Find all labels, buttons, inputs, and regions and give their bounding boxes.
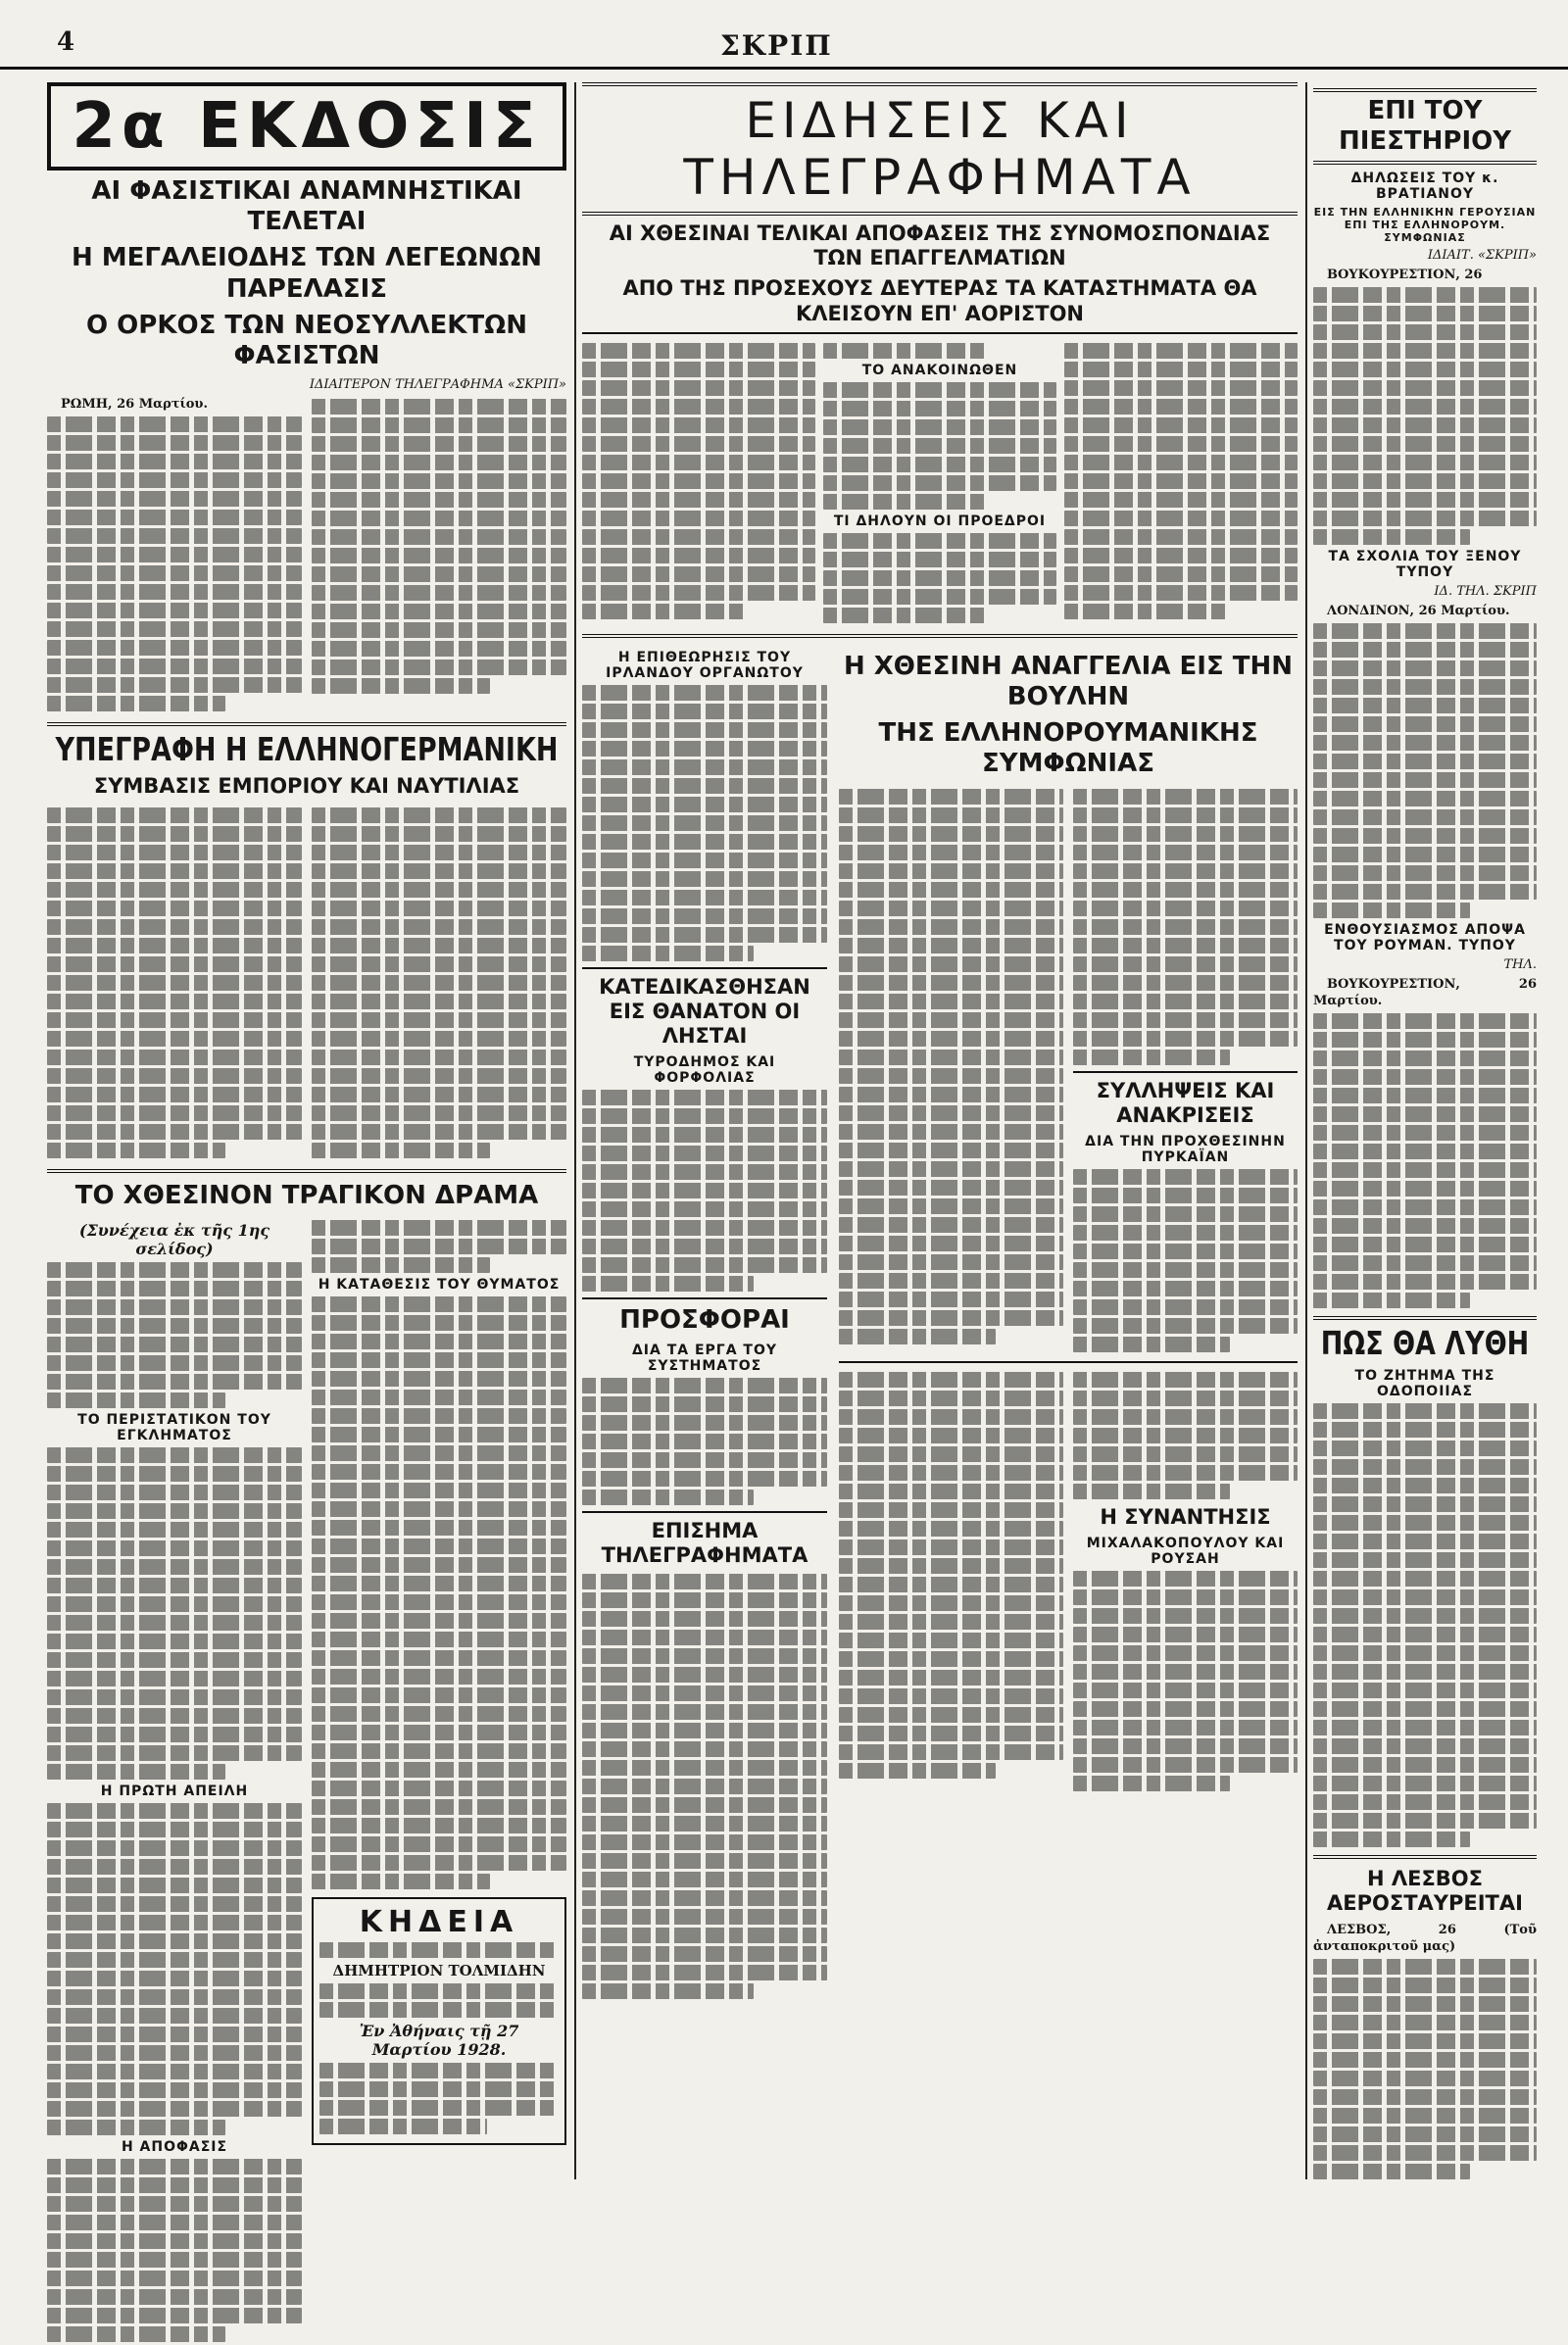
headline-senate: ΕΙΣ ΤΗΝ ΕΛΛΗΝΙΚΗΝ ΓΕΡΟΥΣΙΑΝ ΕΠΙ ΤΗΣ ΕΛΛΗΝΟΡΟΥΜ. ΣΥΜΦΩΝΙΑΣ [1313,206,1537,245]
headline-shops-close: ΑΠΟ ΤΗΣ ΠΡΟΣΕΧΟΥΣ ΔΕΥΤΕΡΑΣ ΤΑ ΚΑΤΑΣΤΗΜΑΤΑ ΘΑ ΚΛΕΙΣΟΥΝ ΕΠ' ΑΟΡΙΣΤΟΝ [622,276,1257,325]
column-rule [574,82,576,2179]
headline-greek-german-treaty: ΥΠΕΓΡΑΦΗ Η ΕΛΛΗΝΟΓΕΡΜΑΝΙΚΗ [55,731,559,769]
column-left [47,82,566,2345]
headline-irish-organizer: Η ΕΠΙΘΕΩΡΗΣΙΣ ΤΟΥ ΙΡΛΑΝΔΟΥ ΟΡΓΑΝΩΤΟΥ [606,649,804,681]
paper-name: ΣΚΡΙΠ [720,29,833,62]
headline-press: ΕΠΙ ΤΟΥ ΠΙΕΣΤΗΡΙΟΥ [1313,88,1537,165]
subheading-presidents: ΤΙ ΔΗΛΟΥΝ ΟΙ ΠΡΟΕΔΡΟΙ [833,513,1047,529]
headline-tragic-drama: ΤΟ ΧΘΕΣΙΝΟΝ ΤΡΑΓΙΚΟΝ ΔΡΑΜΑ [74,1180,539,1210]
subheading-announcement: ΤΟ ΑΝΑΚΟΙΝΩΘΕΝ [861,362,1018,378]
article-confederation [582,340,1298,626]
column-rule [1305,82,1307,2179]
headline-fascist-ceremonies: ΑΙ ΦΑΣΙΣΤΙΚΑΙ ΑΝΑΜΝΗΣΤΙΚΑΙ ΤΕΛΕΤΑΙ [91,176,522,237]
subheading-first-threat: Η ΠΡΩΤΗ ΑΠΕΙΛΗ [100,1783,249,1799]
subheadline-road-building: ΤΟ ΖΗΤΗΜΑ ΤΗΣ ΟΔΟΠΟΙΙΑΣ [1354,1367,1495,1399]
subheading-decision: Η ΑΠΟΦΑΣΙΣ [121,2139,228,2155]
byline-right-2: ΙΔ. ΤΗΛ. ΣΚΡΙΠ [1434,584,1537,600]
headline-bratianu-statements: ΔΗΛΩΣΕΙΣ ΤΟΥ κ. ΒΡΑΤΙΑΝΟΥ [1350,171,1499,203]
column-right [1313,82,1537,2182]
headline-parliament-announcement: Η ΧΘΕΣΙΝΗ ΑΝΑΓΓΕΛΙΑ ΕΙΣ ΤΗΝ ΒΟΥΛΗΝ [843,651,1294,711]
section-title: ΕΙΔΗΣΕΙΣ ΚΑΙ ΤΗΛΕΓΡΑΦΗΜΑΤΑ [582,82,1298,216]
headline-greek-romanian-agreement: ΤΗΣ ΕΛΛΗΝΟΡΟΥΜΑΝΙΚΗΣ ΣΥΜΦΩΝΙΑΣ [878,718,1258,779]
subheadline-bandit-names: ΤΥΡΟΔΗΜΟΣ ΚΑΙ ΦΟΡΦΟΛΙΑΣ [633,1054,776,1087]
subheading-victim-testimony: Η ΚΑΤΑΘΕΣΙΣ ΤΟΥ ΘΥΜΑΤΟΣ [318,1277,561,1293]
subheadline-meeting: ΜΙΧΑΛΑΚΟΠΟΥΛΟΥ ΚΑΙ ΡΟΥΣΑΗ [1086,1536,1285,1568]
dateline-lesvos: ΛΕΣΒΟΣ, 26 (Τοῦ ἀνταποκριτοῦ μας) [1313,1923,1537,1955]
dateline-bucharest: ΒΟΥΚΟΥΡΕΣΤΙΟΝ, 26 [1327,268,1483,283]
dateline-london: ΛΟΝΔΙΝΟΝ, 26 Μαρτίου. [1327,604,1510,619]
page-number: 4 [57,27,75,57]
dateline-bucharest-2: ΒΟΥΚΟΥΡΕΣΤΙΟΝ, 26 Μαρτίου. [1313,977,1537,1009]
edition-title: 2α ΕΚΔΟΣΙΣ [47,82,566,171]
headline-arrests: ΣΥΛΛΗΨΕΙΣ ΚΑΙ ΑΝΑΚΡΙΣΕΙΣ [1096,1078,1275,1127]
subheadline-trade-shipping: ΣΥΜΒΑΣΙΣ ΕΜΠΟΡΙΟΥ ΚΑΙ ΝΑΥΤΙΛΙΑΣ [93,773,520,798]
column-center [582,82,1298,2002]
funeral-notice [312,1897,566,2145]
headline-confederation: ΑΙ ΧΘΕΣΙΝΑΙ ΤΕΛΙΚΑΙ ΑΠΟΦΑΣΕΙΣ ΤΗΣ ΣΥΝΟΜΟΣΠΟΝΔΙΑΣ ΤΩΝ ΕΠΑΓΓΕΛΜΑΤΙΩΝ [609,221,1271,270]
dateline: ΡΩΜΗ, 26 Μαρτίου. [61,397,208,413]
byline-right: ΙΔΙΑΙΤ. «ΣΚΡΙΠ» [1427,248,1537,264]
continued-note: (Συνέχεια ἐκ τῆς 1ης σελίδος) [78,1221,270,1258]
headline-meeting: Η ΣΥΝΑΝΤΗΣΙΣ [1100,1504,1271,1529]
article-treaty [47,805,566,1161]
article-tragic-drama [47,1217,566,2345]
center-lower [582,646,1298,2002]
subheading-romanian-press: ΕΝΘΟΥΣΙΑΣΜΟΣ ΑΠΟΨΑ ΤΟΥ ΡΟΥΜΑΝ. ΤΥΠΟΥ [1324,922,1526,954]
byline-right-3: ΤΗΛ. [1503,957,1537,973]
funeral-title: ΚΗΔΕΙΑ [359,1905,519,1939]
headline-lesvos: Η ΛΕΣΒΟΣ ΑΕΡΟΣΤΑΥΡΕΙΤΑΙ [1327,1866,1523,1916]
headline-how-solved: ΠΩΣ ΘΑ ΛΥΘΗ [1320,1325,1530,1364]
headline-legions-parade: Η ΜΕΓΑΛΕΙΟΔΗΣ ΤΩΝ ΛΕΓΕΩΝΩΝ ΠΑΡΕΛΑΣΙΣ [71,243,543,304]
article-rome [47,396,566,714]
masthead [0,27,1568,70]
subheading-foreign-press: ΤΑ ΣΧΟΛΙΑ ΤΟΥ ΞΕΝΟΥ ΤΥΠΟΥ [1328,549,1522,581]
subheadline-offerings: ΔΙΑ ΤΑ ΕΡΓΑ ΤΟΥ ΣΥΣΤΗΜΑΤΟΣ [631,1342,778,1374]
byline: ΙΔΙΑΙΤΕΡΟΝ ΤΗΛΕΓΡΑΦΗΜΑ «ΣΚΡΙΠ» [309,377,566,393]
headline-bandits-sentenced: ΚΑΤΕΔΙΚΑΣΘΗΣΑΝ ΕΙΣ ΘΑΝΑΤΟΝ ΟΙ ΛΗΣΤΑΙ [599,974,810,1049]
funeral-name: ΔΗΜΗΤΡΙΟΝ ΤΟΛΜΙΔΗΝ [332,1962,546,1979]
headline-official-telegrams: ΕΠΙΣΗΜΑ ΤΗΛΕΓΡΑΦΗΜΑΤΑ [601,1518,808,1567]
headline-oath: Ο ΟΡΚΟΣ ΤΩΝ ΝΕΟΣΥΛΛΕΚΤΩΝ ΦΑΣΙΣΤΩΝ [86,310,527,370]
headline-offerings: ΠΡΟΣΦΟΡΑΙ [619,1305,790,1336]
funeral-date: Ἐν Ἀθήναις τῇ 27 Μαρτίου 1928. [359,2022,519,2059]
subheadline-fire: ΔΙΑ ΤΗΝ ΠΡΟΧΘΕΣΙΝΗΝ ΠΥΡΚΑΪΑΝ [1085,1133,1286,1165]
subheading-crime: ΤΟ ΠΕΡΙΣΤΑΤΙΚΟΝ ΤΟΥ ΕΓΚΛΗΜΑΤΟΣ [77,1412,271,1443]
